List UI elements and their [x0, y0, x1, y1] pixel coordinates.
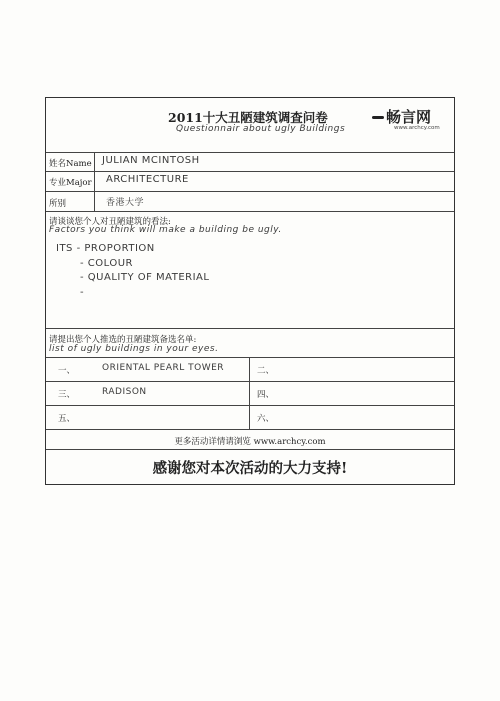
logo-text: 畅言网 [386, 108, 432, 126]
opinion-answer-1: ITS - PROPORTION [56, 243, 155, 254]
nominations-prompt: 请提出您个人推选的丑陋建筑备选名单: [49, 335, 197, 345]
major-value: ARCHITECTURE [106, 174, 189, 185]
name-label: 姓名Name [49, 159, 92, 169]
opinion-prompt: 请谈谈您个人对丑陋建筑的看法: [49, 217, 171, 227]
slot-value-1: ORIENTAL PEARL TOWER [102, 363, 225, 373]
affiliation-value: 香港大学 [106, 198, 145, 208]
slot-label-2: 二、 [257, 366, 275, 376]
major-label: 专业Major [49, 178, 92, 188]
opinion-answer-4: - [80, 287, 85, 298]
slot-label-5: 五、 [58, 414, 76, 424]
nominations-prompt-handwritten: list of ugly buildings in your eyes. [49, 344, 219, 354]
slot-label-6: 六、 [257, 414, 275, 424]
opinion-answer-2: - COLOUR [80, 258, 133, 269]
name-value: JULIAN MCINTOSH [102, 155, 200, 166]
site-logo [372, 106, 440, 131]
slot-label-4: 四、 [257, 390, 275, 400]
opinion-answer-3: - QUALITY OF MATERIAL [80, 272, 210, 283]
handwritten-subtitle: Questionnair about ugly Buildings [176, 124, 346, 134]
opinion-prompt-handwritten: Factors you think will make a building be ugly. [49, 225, 282, 235]
affiliation-label: 所别 [49, 199, 67, 209]
more-info-link[interactable]: 更多活动详情请浏览 www.archcy.com [174, 437, 326, 447]
slot-value-3: RADISON [102, 387, 147, 397]
thanks-message: 感谢您对本次活动的大力支持! [152, 460, 348, 477]
logo-url: www.archcy.com [394, 125, 440, 131]
form-title: 2011十大丑陋建筑调查问卷 [168, 110, 328, 125]
logo-swoosh-icon [372, 116, 384, 119]
slot-label-3: 三、 [58, 390, 76, 400]
questionnaire-form [45, 97, 455, 485]
slot-label-1: 一、 [58, 366, 76, 376]
